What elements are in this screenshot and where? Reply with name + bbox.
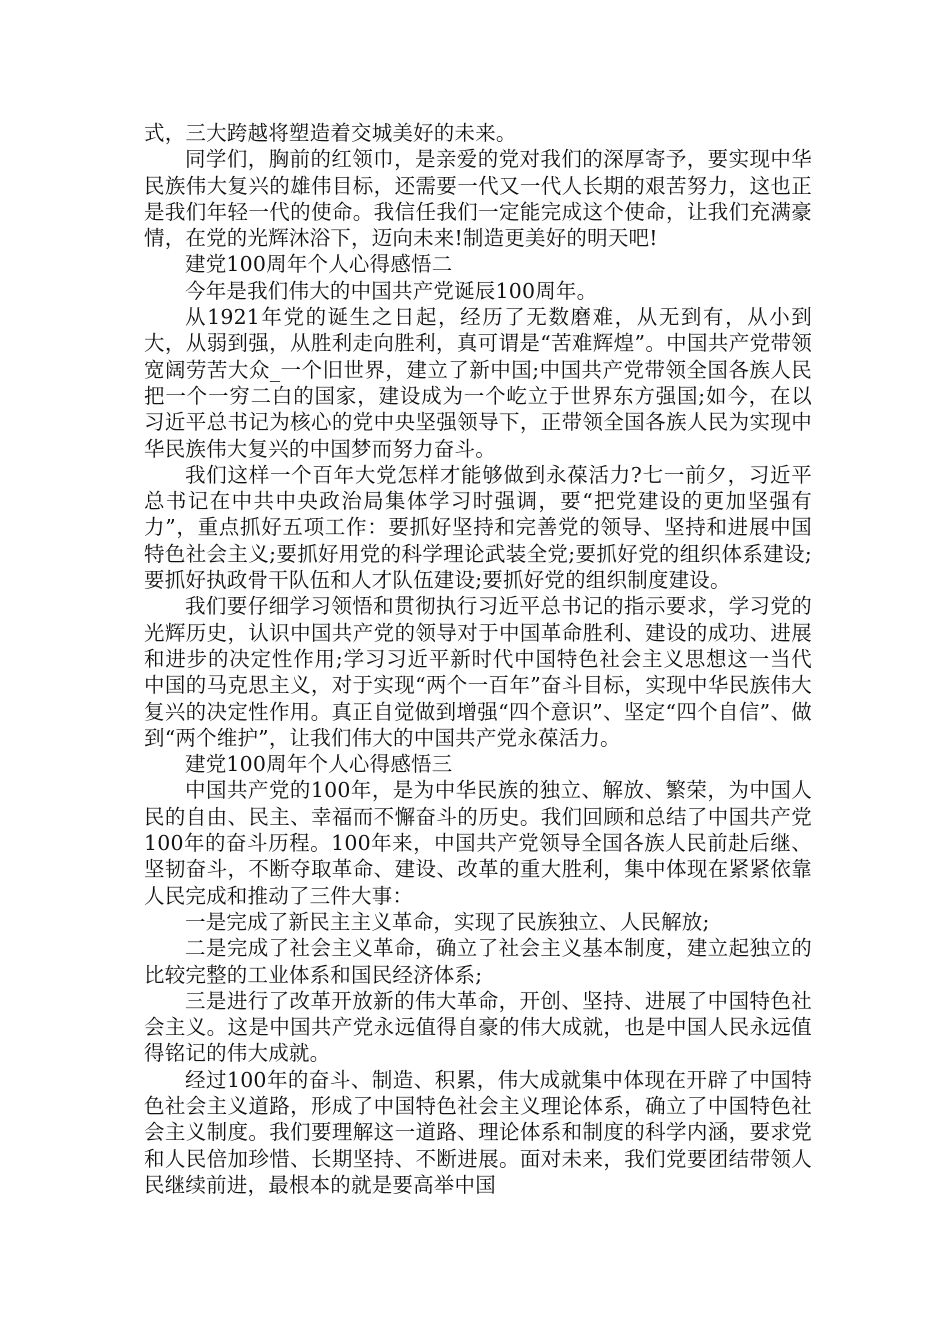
paragraph-anniversary: 今年是我们伟大的中国共产党诞辰100周年。 xyxy=(185,278,598,303)
paragraph-second-event: 二是完成了社会主义革命，确立了社会主义基本制度，建立起独立的比较完整的工业体系和国民经济体系; xyxy=(144,936,812,987)
paragraph-continuation: 式，三大跨越将塑造着交城美好的未来。 xyxy=(144,121,517,145)
paragraph-third-event: 三是进行了改革开放新的伟大革命，开创、坚持、进展了中国特色社会主义。这是中国共产党永远值得自豪的伟大成就，也是中国人民永远值得铭记的伟大成就。 xyxy=(144,988,812,1066)
paragraph-red-scarf: 同学们，胸前的红领巾，是亲爱的党对我们的深厚寄予，要实现中华民族伟大复兴的雄伟目标，还需要一代又一代人长期的艰苦努力，这也正是我们年轻一代的使命。我信任我们一定能完成这个使命，让我们充满豪情，在党的光辉沐浴下，迈向未来!制造更美好的明天吧! xyxy=(144,147,812,251)
paragraph-five-tasks: 我们这样一个百年大党怎样才能够做到永葆活力?七一前夕，习近平总书记在中共中央政治局集体学习时强调，要“把党建设的更加坚强有力”，重点抓好五项工作：要抓好坚持和完善党的领导、坚持和进展中国特色社会主义;要抓好用党的科学理论武装全党;要抓好党的组织体系建设;要抓好执政骨干队伍和人才队伍建设;要抓好党的组织制度建设。 xyxy=(144,462,812,593)
section-heading-2: 建党100周年个人心得感悟二 xyxy=(185,252,453,277)
paragraph-hundred-years: 中国共产党的100年，是为中华民族的独立、解放、繁荣，为中国人民的自由、民主、幸福而不懈奋斗的历史。我们回顾和总结了中国共产党100年的奋斗历程。100年来，中国共产党领导全国各族人民前赴后继、坚韧奋斗，不断夺取革命、建设、改革的重大胜利，集中体现在紧紧依靠人民完成和推动了三件大事： xyxy=(144,778,812,908)
paragraph-study: 我们要仔细学习领悟和贯彻执行习近平总书记的指示要求，学习党的光辉历史，认识中国共产党的领导对于中国革命胜利、建设的成功、进展和进步的决定性作用;学习习近平新时代中国特色社会主义思想这一当代中国的马克思主义，对于实现“两个一百年”奋斗目标，实现中华民族伟大复兴的决定性作用。真正自觉做到增强“四个意识”、坚定“四个自信”、做到“两个维护”，让我们伟大的中国共产党永葆活力。 xyxy=(144,594,812,750)
paragraph-history: 从1921年党的诞生之日起，经历了无数磨难，从无到有，从小到大，从弱到强，从胜利走向胜利，真可谓是“苦难辉煌”。中国共产党带领宽阔劳苦大众_一个旧世界，建立了新中国;中国共产党带领全国各族人民把一个一穷二白的国家，建设成为一个屹立于世界东方强国;如今，在以习近平总书记为核心的党中央坚强领导下，正带领全国各族人民为实现中华民族伟大复兴的中国梦而努力奋斗。 xyxy=(144,305,812,461)
paragraph-achievements: 经过100年的奋斗、制造、积累，伟大成就集中体现在开辟了中国特色社会主义道路，形成了中国特色社会主义理论体系，确立了中国特色社会主义制度。我们要理解这一道路、理论体系和制度的科学内涵，要求党和人民倍加珍惜、长期坚持、不断进展。面对未来，我们党要团结带领人民继续前进，最根本的就是要高举中国 xyxy=(144,1067,812,1197)
paragraph-first-event: 一是完成了新民主主义革命，实现了民族独立、人民解放; xyxy=(185,909,710,934)
document-page xyxy=(144,120,812,1198)
section-heading-3: 建党100周年个人心得感悟三 xyxy=(185,752,453,777)
